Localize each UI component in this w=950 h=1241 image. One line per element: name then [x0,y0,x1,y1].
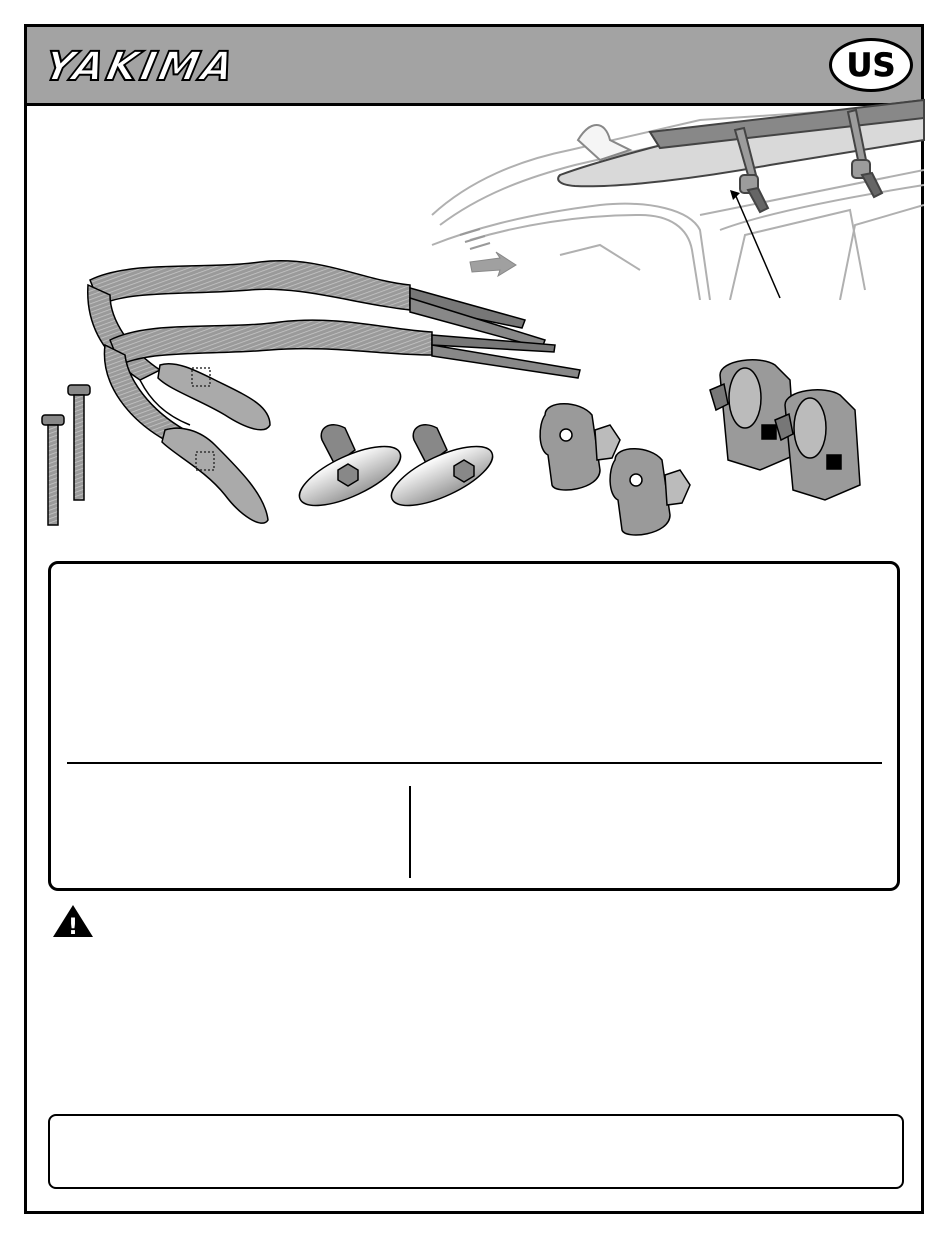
brand-logo: YAKIMA [40,44,241,90]
strap-instruction-box [48,561,900,891]
carriage-bolts [42,385,90,525]
svg-text:!: ! [67,915,79,939]
end-cap-mounts [540,404,690,535]
direction-arrow-icon [470,252,516,276]
note-box [48,1114,904,1189]
region-badge: US [829,38,913,92]
oval-knobs [292,425,501,518]
warning-triangle-icon [51,903,95,939]
divider-horizontal [67,762,882,764]
tower-brackets [710,360,860,500]
divider-vertical [409,786,411,878]
